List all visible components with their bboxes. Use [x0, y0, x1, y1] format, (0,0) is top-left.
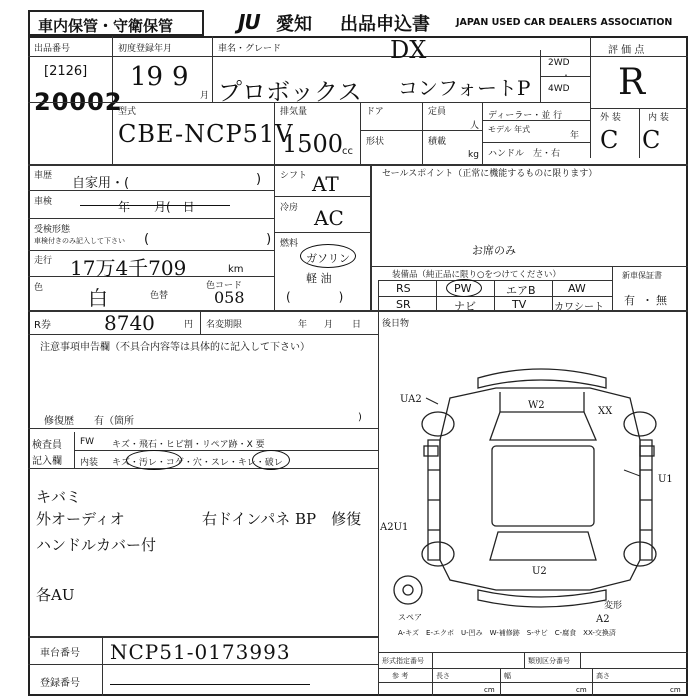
storage-badge-text: 車内保管・守衛保管: [38, 17, 174, 35]
warranty-sep: ・: [642, 294, 653, 307]
drive-2wd: 2WD: [548, 58, 570, 68]
score-value: R: [618, 62, 646, 103]
english-title: JAPAN USED CAR DEALERS ASSOCIATION: [456, 17, 673, 28]
inspector-label1: 検査員: [32, 440, 62, 451]
mark-deform: 変形: [604, 601, 623, 611]
fuel-label: 燃料: [280, 239, 299, 249]
ref-label: 参 考: [392, 672, 409, 680]
mark-w2: W2: [528, 400, 545, 411]
interior-label: 内 装: [648, 113, 669, 123]
history-paren: ): [256, 172, 262, 187]
displacement-value: 1500: [282, 130, 344, 158]
fuel-paren: ( ): [286, 290, 344, 304]
dealer-label: ディーラー・並 行: [488, 111, 563, 121]
chassis-label: 車台番号: [40, 648, 80, 659]
note-1: キバミ: [36, 488, 82, 506]
grade-value: DX: [390, 36, 427, 64]
reg-no-line: [110, 684, 310, 685]
type-label: 形式指定番号: [382, 657, 424, 665]
model-year-label: モデル 年式: [488, 125, 531, 134]
width-cm: cm: [576, 686, 587, 694]
width-label: 幅: [504, 672, 511, 680]
recycle-label: R券: [34, 320, 51, 331]
ac-label: 冷房: [280, 203, 299, 213]
grade-sub: コンフォートP: [398, 76, 531, 100]
mileage-value: 17万4千709: [70, 256, 187, 280]
name-value: プロボックス: [218, 78, 362, 106]
ju-logo-text: JU: [238, 10, 260, 34]
color-value: 白: [88, 286, 108, 310]
fuel-gas: ガソリン: [306, 252, 350, 265]
equip-tv: TV: [512, 298, 527, 311]
inspector-int-label: 内装: [80, 458, 99, 468]
model-value: CBE-NCP51V: [118, 120, 294, 148]
reg-month-unit: 月: [200, 91, 210, 101]
reg-label: 初度登録年月: [118, 44, 173, 54]
equip-navi: ナビ: [454, 300, 476, 313]
rear-seat-label: 後日物: [382, 319, 410, 329]
length-label: 長さ: [436, 672, 450, 680]
warranty-no: 無: [656, 294, 667, 307]
fuel-diesel: 軽 油: [306, 272, 332, 285]
capacity-label: 定員: [428, 107, 447, 117]
deadline-month: 月: [324, 320, 334, 330]
form-title: 出品申込書: [340, 14, 430, 35]
load-unit: kg: [468, 150, 479, 160]
recycle-unit: 円: [184, 320, 194, 330]
recycle-value: 8740: [104, 311, 155, 335]
receipt-label: 受検形態: [34, 225, 71, 235]
equip-aw: AW: [568, 282, 586, 295]
note-3: ハンドルカバー付: [36, 536, 157, 554]
height-label: 高さ: [596, 672, 610, 680]
warranty-yes: 有: [624, 294, 635, 307]
handle-label: ハンドル 左・右: [488, 149, 561, 159]
reg-no-label: 登録番号: [40, 678, 80, 689]
reg-month: 9: [172, 62, 189, 92]
inspector-int-items: キズ・汚レ・コゲ・穴・スレ・キレ・破レ: [112, 458, 283, 468]
mileage-label: 走行: [34, 256, 53, 266]
interior-value: C: [642, 126, 661, 154]
mark-a2u1: A2U1: [380, 522, 409, 533]
deadline-day: 日: [352, 320, 362, 330]
equip-airbag: エアB: [506, 284, 536, 297]
drive-dot: ・: [562, 71, 570, 80]
score-label: 評 価 点: [608, 45, 645, 56]
equipment-note: お席のみ: [472, 244, 516, 257]
history-value: 自家用・(: [72, 176, 130, 191]
ac-value: AC: [314, 206, 344, 230]
warranty-label: 新車保証書: [622, 271, 662, 280]
mark-u2: U2: [532, 566, 547, 577]
inspection-label: 車検: [34, 197, 53, 207]
mark-xx: XX: [598, 406, 613, 417]
lot-number: 20002: [34, 88, 123, 116]
mark-a2: A2: [596, 614, 610, 625]
repair-paren: ): [358, 412, 362, 423]
mark-ua2: UA2: [400, 394, 422, 405]
color-change-label: 色替: [150, 291, 169, 301]
notes-label: 注意事項申告欄（不具合内容等は具体的に記入して下さい）: [40, 342, 310, 353]
diagram-legend: A-キズ E-エクボ U-凹み W-補修跡 S-サビ C-腐食 XX-交換済: [398, 629, 616, 637]
color-code-label: 色コード: [206, 281, 243, 291]
note-4: 右ドインパネ BP 修復: [202, 510, 362, 528]
exterior-label: 外 装: [600, 113, 621, 123]
shift-label: シフト: [280, 171, 308, 181]
color-code-value: 058: [214, 288, 245, 307]
displacement-unit: cc: [342, 146, 353, 157]
shape-label: 形状: [366, 137, 385, 147]
name-label: 車名・グレード: [218, 44, 282, 54]
mileage-unit: km: [228, 264, 244, 275]
length-cm: cm: [484, 686, 495, 694]
capacity-unit: 人: [470, 121, 480, 131]
displacement-label: 排気量: [280, 107, 308, 117]
chassis-value: NCP51-0173993: [110, 640, 291, 664]
equip-pw: PW: [454, 282, 472, 295]
inspector-ext-label: FW: [80, 437, 95, 447]
reg-year: 19: [130, 62, 164, 92]
equip-seat: カワシート: [554, 302, 604, 313]
inspector-ext-items: キズ・飛石・ヒビ割・リペア跡・X 要: [112, 440, 265, 450]
color-label: 色: [34, 283, 44, 293]
org-name: 愛知: [276, 14, 312, 35]
equipment-label: 装備品（純正品に限り○をつけてください）: [392, 270, 561, 280]
deadline-label: 名変期限: [206, 320, 243, 330]
equip-sr: SR: [396, 298, 411, 311]
inspection-value: 年 月( 日: [118, 200, 195, 214]
note-5: 各AU: [36, 586, 75, 604]
history-label: 車歴: [34, 171, 53, 181]
sales-point-label: セールスポイント（正常に機能するものに限ります）: [382, 169, 598, 179]
drive-4wd: 4WD: [548, 84, 570, 94]
model-label: 型式: [118, 107, 137, 117]
mark-spare: スペア: [398, 613, 422, 622]
height-cm: cm: [670, 686, 681, 694]
deadline-year: 年: [298, 320, 308, 330]
door-label: ドア: [366, 107, 384, 117]
mark-u1: U1: [658, 474, 673, 485]
class-label: 類別区分番号: [528, 657, 570, 665]
lot-label: 出品番号: [34, 44, 71, 54]
note-2: 外オーディオ: [36, 510, 125, 528]
exterior-value: C: [600, 126, 619, 154]
shift-value: AT: [312, 172, 339, 196]
model-year-unit: 年: [570, 131, 580, 141]
repair-label: 修復歴 有（箇所: [44, 416, 134, 427]
receipt-note: 車検付きのみ記入して下さい: [34, 237, 125, 245]
load-label: 積載: [428, 137, 447, 147]
inspector-label2: 記入欄: [32, 456, 62, 467]
equip-rs: RS: [396, 282, 411, 295]
receipt-paren: ( ): [144, 232, 272, 247]
lot-code: [2126]: [44, 64, 88, 79]
